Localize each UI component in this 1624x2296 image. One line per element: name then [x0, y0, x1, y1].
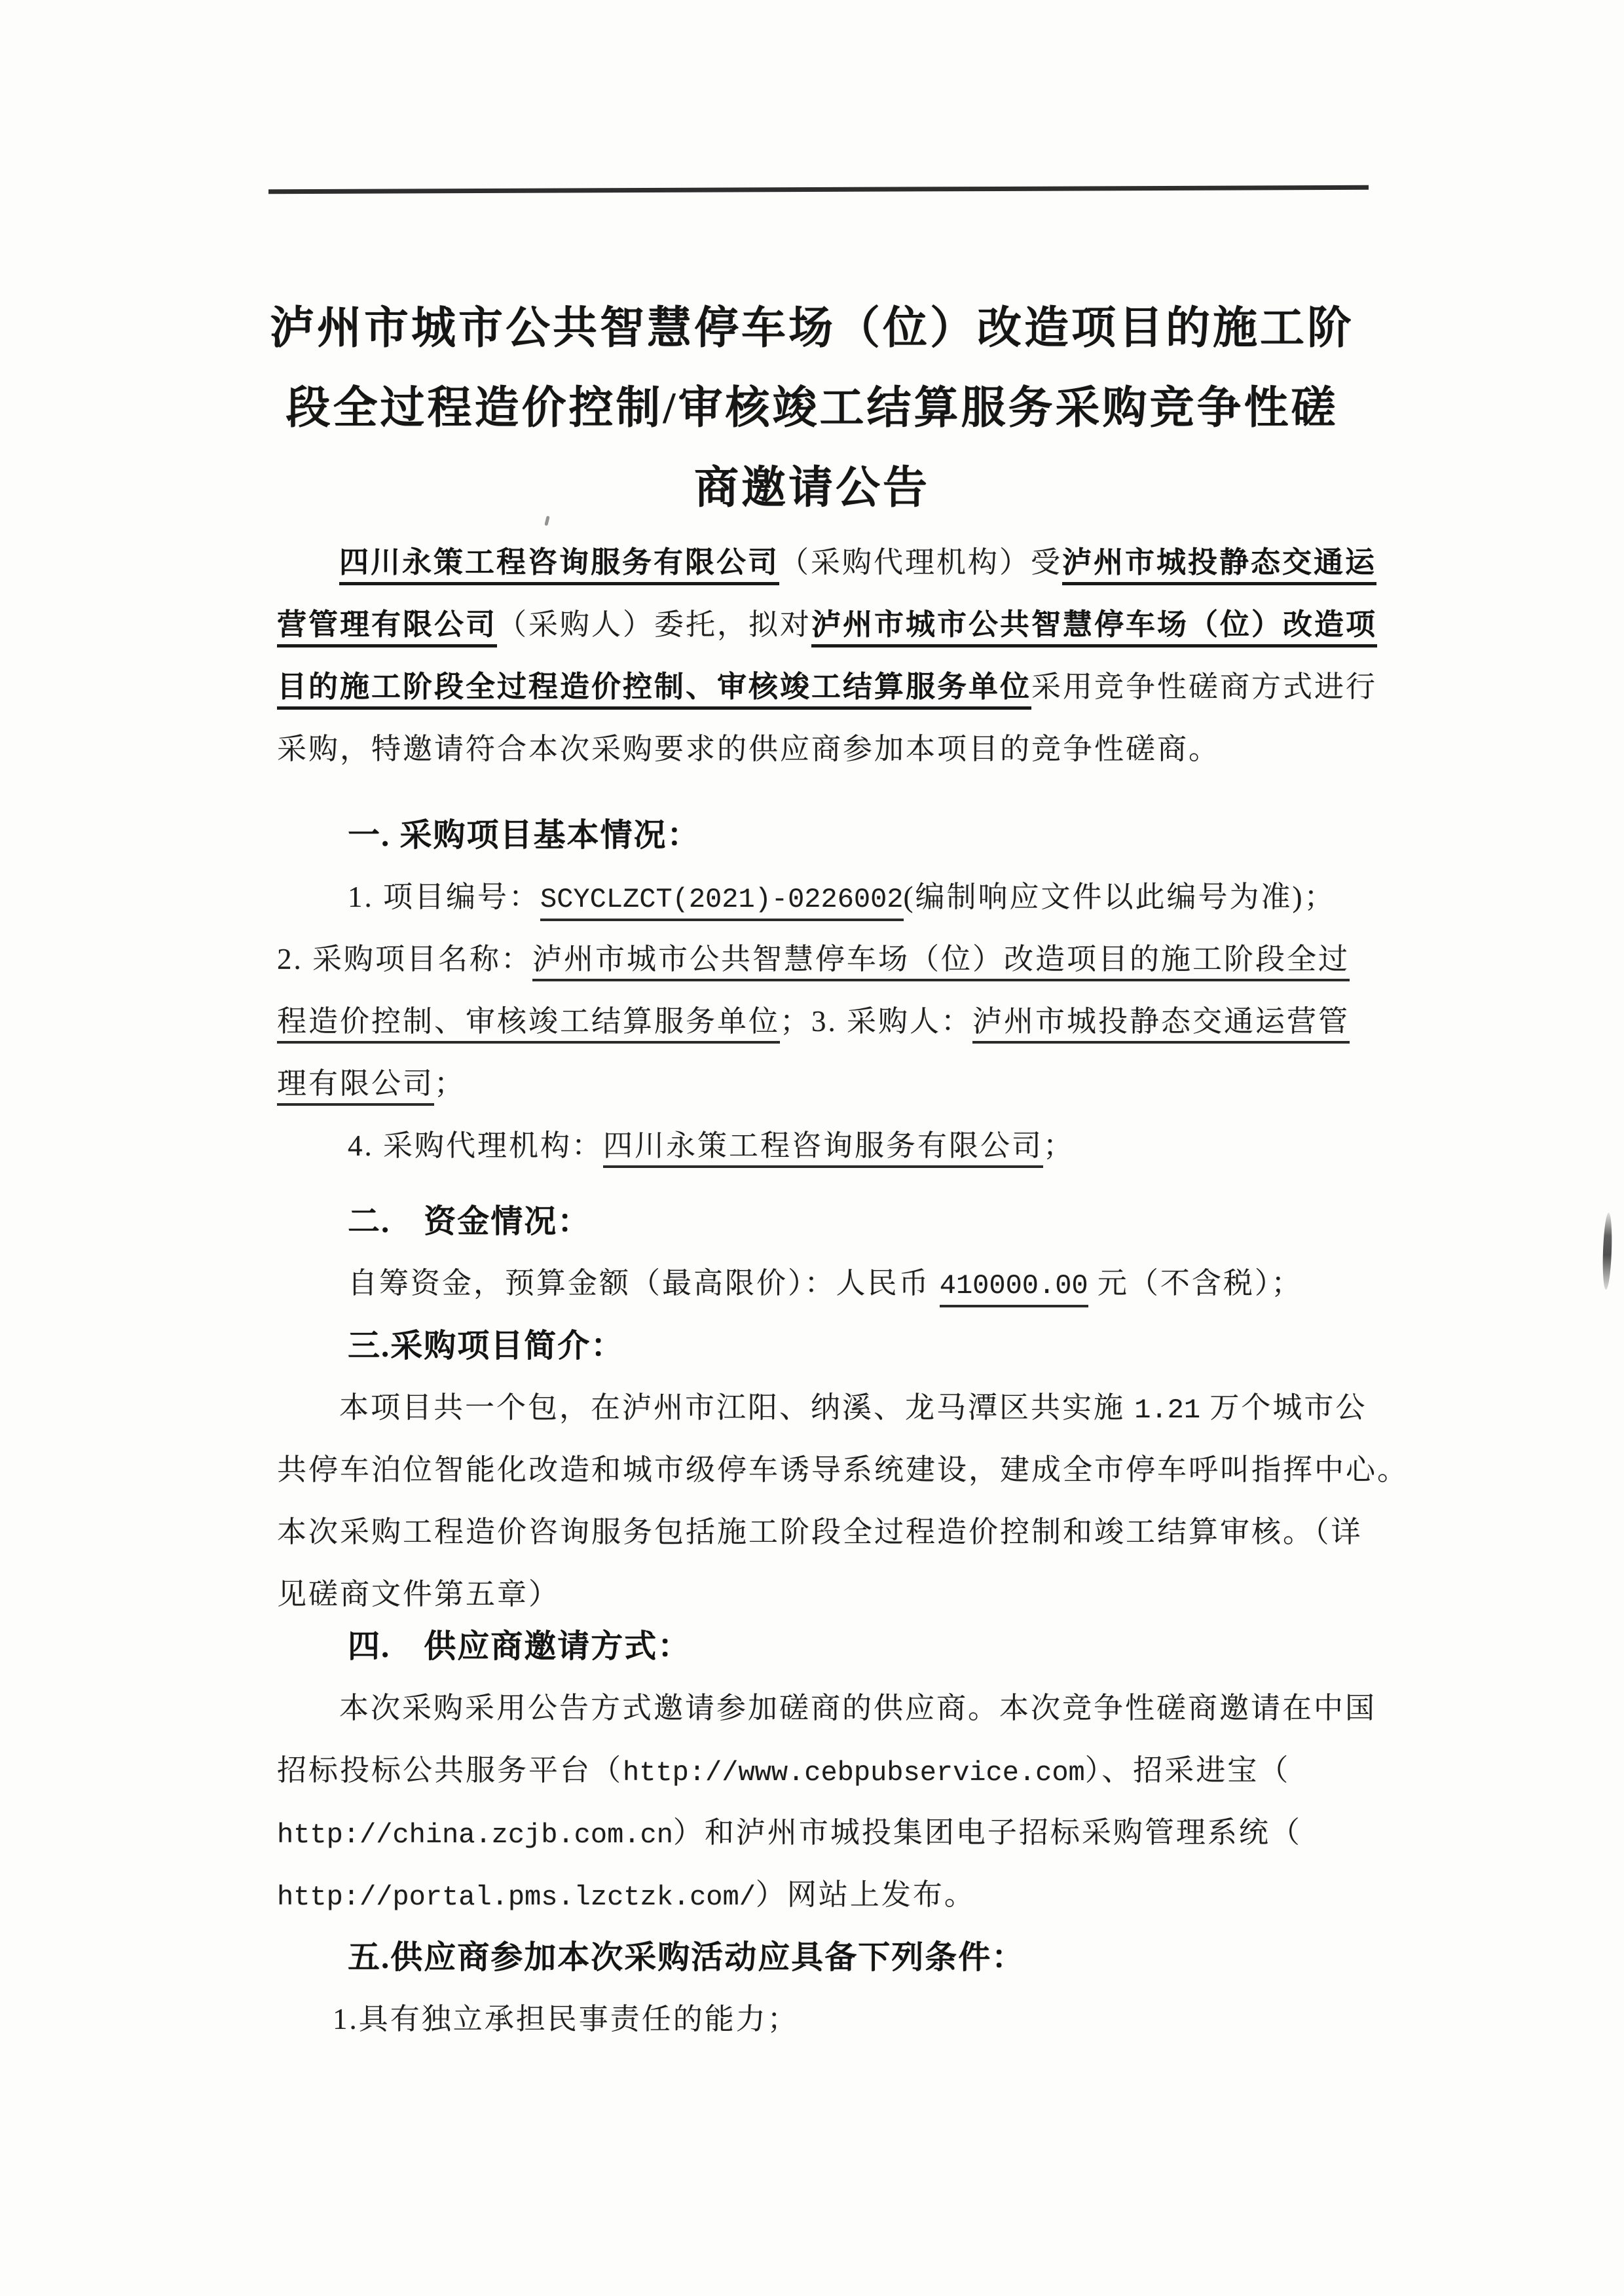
text-segment: http://www.cebpubservice.com: [623, 1757, 1085, 1789]
intro-line-1: [277, 532, 1377, 594]
text-segment: （采购代理机构）受: [779, 546, 1063, 579]
text-segment: (编制响应文件以此编号为准)；: [903, 881, 1336, 913]
intro-line-3: [277, 656, 1378, 718]
text-segment: ）、招采进宝（: [1084, 1754, 1291, 1787]
text-segment: 本项目共一个包，在泸州市江阳、纳溪、龙马潭区共实施: [339, 1391, 1135, 1424]
underlined-text: 四川永策工程咨询服务有限公司: [603, 1129, 1043, 1168]
purchaser-line: [277, 1053, 1365, 1115]
project-name-line-2: [277, 991, 1365, 1053]
underlined-text: 泸州市城市公共智慧停车场（位）改造项: [811, 608, 1377, 647]
text-segment: http://portal.pms.lzctzk.com/: [277, 1882, 756, 1913]
invite-line-2: [277, 1740, 1365, 1802]
text-segment: ）和泸州市城投集团电子招标采购管理系统（: [673, 1816, 1302, 1849]
text-segment: ；: [434, 1067, 466, 1100]
underlined-text: 目的施工阶段全过程造价控制、审核竣工结算服务单位: [277, 670, 1031, 710]
condition-line-1: [277, 1988, 1365, 2050]
text-segment: 1.21: [1134, 1394, 1201, 1426]
underlined-text: 程造价控制、审核竣工结算服务单位: [277, 1005, 780, 1044]
project-name-line-1: [277, 928, 1365, 991]
underlined-text: SCYCLZCT(2021)-0226002: [540, 884, 904, 921]
text-segment: （采购人）委托，拟对: [497, 608, 812, 641]
underlined-text: 泸州市城投静态交通运: [1062, 546, 1376, 585]
document-body: [277, 532, 1409, 2050]
section-4-heading: [277, 1615, 1365, 1677]
section-3-heading: [277, 1315, 1365, 1377]
text-segment: 4. 采购代理机构：: [348, 1129, 604, 1162]
section-1-heading: [277, 804, 1365, 866]
intro-line-2: [277, 594, 1378, 656]
invite-line-4: [277, 1864, 1365, 1926]
text-segment: 共停车泊位智能化改造和城市级停车诱导系统建设，建成全市停车呼叫指挥中心。: [277, 1453, 1409, 1486]
text-segment: 本次采购工程造价咨询服务包括施工阶段全过程造价控制和竣工结算审核。（详: [277, 1516, 1363, 1548]
brief-line-1: [277, 1377, 1365, 1439]
top-rule-line: [268, 185, 1369, 194]
text-segment: 采购，特邀请符合本次采购要求的供应商参加本项目的竞争性磋商。: [277, 733, 1221, 765]
section-2-heading: [277, 1190, 1365, 1252]
project-number-line: [277, 866, 1365, 928]
underlined-text: 营管理有限公司: [277, 608, 497, 647]
document-title-line: 泸州市城市公共智慧停车场（位）改造项目的施工阶: [269, 303, 1354, 353]
document-title: [255, 288, 1369, 528]
text-segment: http://china.zcjb.com.cn: [277, 1819, 673, 1851]
intro-line-4: [277, 718, 1365, 780]
agency-line: [277, 1115, 1365, 1177]
text-segment: 元（不含税）；: [1088, 1267, 1303, 1300]
text-segment: 采用竞争性磋商方式进行: [1031, 670, 1378, 703]
underlined-text: 泸州市城投静态交通运营管: [972, 1005, 1350, 1044]
invite-line-1: [277, 1677, 1377, 1740]
text-segment: 万个城市公: [1200, 1391, 1367, 1424]
brief-line-2: [277, 1439, 1409, 1501]
text-segment: 三.采购项目简介：: [348, 1328, 625, 1364]
text-segment: 2. 采购项目名称：: [277, 943, 533, 975]
underlined-text: 四川永策工程咨询服务有限公司: [339, 546, 779, 585]
text-segment: 一. 采购项目基本情况：: [348, 817, 701, 853]
brief-line-3: [277, 1501, 1365, 1563]
text-segment: 1.具有独立承担民事责任的能力；: [333, 2003, 799, 2035]
text-segment: 招标投标公共服务平台（: [277, 1754, 623, 1787]
text-segment: 五.供应商参加本次采购活动应具备下列条件：: [348, 1939, 1025, 1975]
budget-line: [277, 1252, 1365, 1315]
text-segment: 1. 项目编号：: [348, 881, 541, 913]
text-segment: 四. 供应商邀请方式：: [348, 1628, 692, 1664]
underlined-text: 理有限公司: [277, 1067, 434, 1106]
section-5-heading: [277, 1926, 1365, 1988]
scan-edge-artifact: [1602, 1212, 1613, 1290]
text-segment: 见磋商文件第五章）: [277, 1578, 561, 1611]
text-segment: 自筹资金，预算金额（最高限价）：人民币: [348, 1267, 940, 1300]
underlined-text: 泸州市城市公共智慧停车场（位）改造项目的施工阶段全过: [532, 943, 1350, 981]
document-title-line: 段全过程造价控制/审核竣工结算服务采购竞争性磋: [286, 383, 1338, 433]
document-title-line: 商邀请公告: [693, 463, 930, 513]
text-segment: ；3. 采购人：: [780, 1005, 973, 1038]
invite-line-3: [277, 1802, 1365, 1864]
text-segment: 本次采购采用公告方式邀请参加磋商的供应商。本次竞争性磋商邀请在中国: [339, 1692, 1377, 1724]
text-segment: ；: [1043, 1129, 1075, 1162]
text-segment: 二. 资金情况：: [348, 1203, 591, 1239]
underlined-text: 410000.00: [940, 1270, 1088, 1307]
text-segment: ）网站上发布。: [755, 1878, 976, 1911]
